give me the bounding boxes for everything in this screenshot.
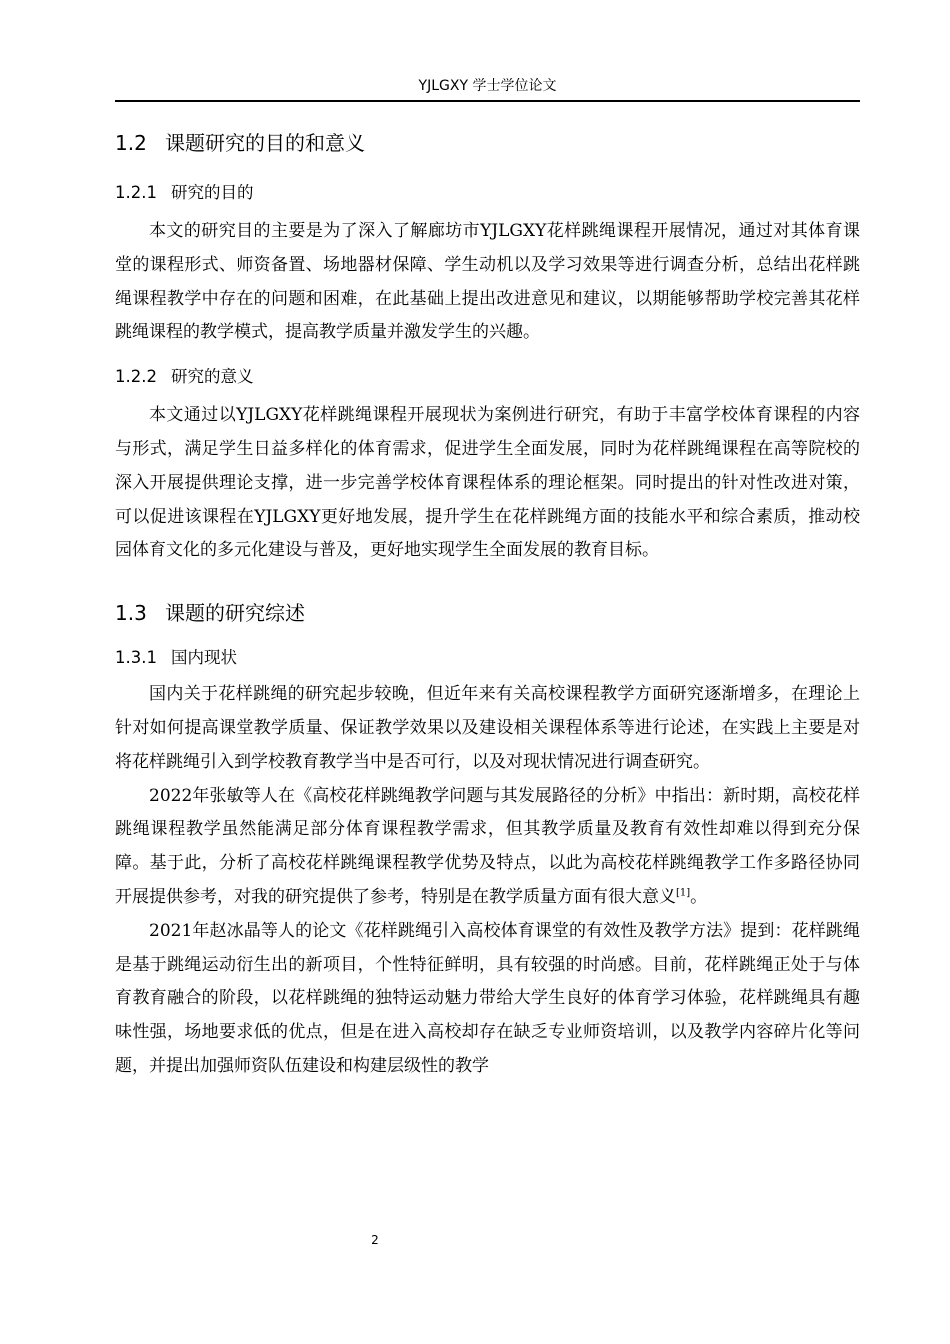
subsection-title: 研究的意义 bbox=[171, 367, 254, 387]
section-heading-1-2 bbox=[115, 128, 860, 158]
subsection-heading-1-2-2 bbox=[115, 365, 860, 389]
subsection-title: 国内现状 bbox=[171, 648, 237, 668]
page-number: 2 bbox=[371, 1233, 379, 1247]
header-rule bbox=[115, 100, 860, 102]
paragraph-domestic-overview: 国内关于花样跳绳的研究起步较晚，但近年来有关高校课程教学方面研究逐渐增多，在理论上针对如何提高课堂教学质量、保证教学效果以及建设相关课程体系等进行论述，在实践上主要是对将花样跳绳引入到学校教育教学当中是否可行，以及对现状情况进行调查研究。 bbox=[115, 684, 860, 772]
paragraph-text: 2022年张敏等人在《高校花样跳绳教学问题与其发展路径的分析》中指出：新时期，高校花样跳绳课程教学虽然能满足部分体育课程教学需求，但其教学质量及教育有效性却难以得到充分保障。基于此，分析了高校花样跳绳课程教学优势及特点，以此为高校花样跳绳教学工作多路径协同开展提供参考，对我的研究提供了参考，特别是在教学质量方面有很大意义 bbox=[115, 785, 860, 907]
section-heading-1-3 bbox=[115, 598, 860, 628]
subsection-heading-1-3-1 bbox=[115, 646, 860, 670]
paragraph-end: 。 bbox=[690, 886, 708, 907]
subsection-number: 1.2.2 bbox=[115, 367, 157, 387]
section-title: 课题的研究综述 bbox=[165, 601, 305, 626]
page-body bbox=[115, 120, 860, 1084]
paragraph-zhang-min-2022 bbox=[115, 780, 860, 915]
section-number: 1.3 bbox=[115, 601, 147, 626]
running-header: YJLGXY 学士学位论文 bbox=[418, 78, 557, 94]
section-number: 1.2 bbox=[115, 131, 147, 155]
paragraph-zhao-bingjing-2021: 2021年赵冰晶等人的论文《花样跳绳引入高校体育课堂的有效性及教学方法》提到：花样跳绳是基于跳绳运动衍生出的新项目，个性特征鲜明，具有较强的时尚感。目前，花样跳绳正处于与体育教育融合的阶段，以花样跳绳的独特运动魅力带给大学生良好的体育学习体验，花样跳绳具有趣味性强，场地要求低的优点，但是在进入高校却存在缺乏专业师资培训，以及教学内容碎片化等问题，并提出加强师资队伍建设和构建层级性的教学 bbox=[115, 920, 860, 1076]
paragraph-research-significance: 本文通过以YJLGXY花样跳绳课程开展现状为案例进行研究，有助于丰富学校体育课程的内容与形式，满足学生日益多样化的体育需求，促进学生全面发展，同时为花样跳绳课程在高等院校的深入开展提供理论支撑，进一步完善学校体育课程体系的理论框架。同时提出的针对性改进对策，可以促进该课程在YJLGXY更好地发展，提升学生在花样跳绳方面的技能水平和综合素质，推动校园体育文化的多元化建设与普及，更好地实现学生全面发展的教育目标。 bbox=[115, 405, 860, 561]
subsection-heading-1-2-1 bbox=[115, 181, 860, 205]
section-title: 课题研究的目的和意义 bbox=[165, 131, 365, 155]
subsection-number: 1.2.1 bbox=[115, 183, 157, 202]
citation-ref: [1] bbox=[676, 887, 691, 899]
paragraph-research-purpose: 本文的研究目的主要是为了深入了解廊坊市YJLGXY花样跳绳课程开展情况，通过对其体育课堂的课程形式、师资备置、场地器材保障、学生动机以及学习效果等进行调查分析，总结出花样跳绳课程教学中存在的问题和困难，在此基础上提出改进意见和建议，以期能够帮助学校完善其花样跳绳课程的教学模式，提高教学质量并激发学生的兴趣。 bbox=[115, 221, 860, 343]
subsection-number: 1.3.1 bbox=[115, 648, 157, 668]
subsection-title: 研究的目的 bbox=[171, 183, 254, 202]
